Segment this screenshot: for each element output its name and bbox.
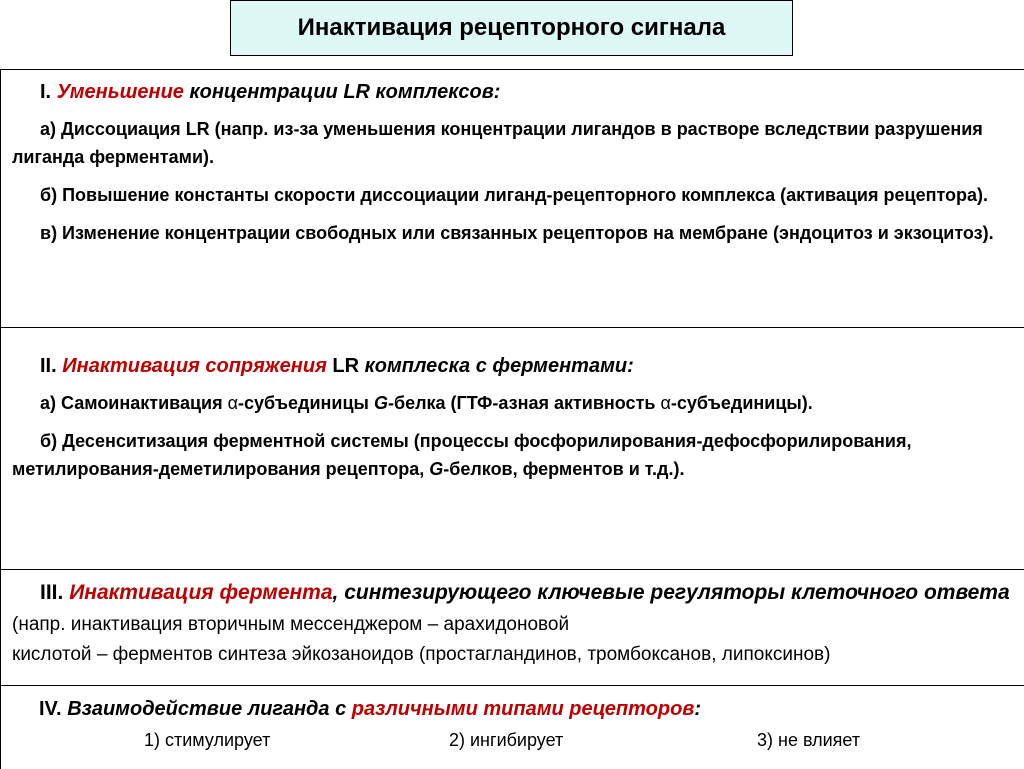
section-1-item-b: б) Повышение константы скорости диссоциации лиганд-рецепторного комплекса (активация рецептора). [40, 185, 989, 205]
section-3-heading-rest: , синтезирующего ключевые регуляторы клеточного ответа [332, 581, 1010, 604]
option-stimulates: 1) стимулирует [144, 730, 271, 750]
slide-title [230, 0, 793, 56]
section-3-number: III. [40, 581, 64, 604]
section-4-number: IV. [39, 698, 62, 720]
section-2-heading-red: Инактивация сопряжения [62, 355, 327, 377]
section-1-number: I. [40, 81, 52, 103]
section-2-heading [12, 353, 1018, 379]
section-2 [1, 328, 1024, 570]
section-2-item-b: б) Десенситизация ферментной системы (процессы фосфорилирования-дефосфорилирования, метилирования-деметилирования рецептора, G-белков, ферментов и т.д.). [12, 431, 912, 479]
alpha-symbol: α [227, 393, 239, 413]
section-2-heading-lr: LR [332, 355, 360, 377]
slide-title-text: Инактивация рецепторного сигнала [297, 14, 726, 41]
section-4-heading-colon: : [694, 698, 702, 720]
section-1 [1, 70, 1024, 328]
section-2-heading-rest: комплеска с ферментами: [364, 355, 634, 377]
alpha-symbol: α [660, 393, 671, 413]
section-1-heading-rest: концентрации LR комплексов: [189, 81, 501, 103]
option-no-effect: 3) не влияет [757, 730, 861, 750]
section-4 [1, 686, 1024, 769]
section-4-heading-1: Взаимодействие лиганда с [67, 698, 347, 720]
g-protein-letter: G [373, 393, 388, 413]
g-protein-letter: G [429, 459, 444, 479]
section-4-heading-red: различными типами рецепторов [351, 698, 695, 720]
section-3 [1, 570, 1024, 686]
section-4-heading [12, 696, 1018, 722]
section-1-heading [12, 79, 1018, 105]
section-1-item-a: а) Диссоциация LR (напр. из-за уменьшения концентрации лигандов в растворе вследствии разрушения лиганда ферментами). [12, 119, 983, 167]
section-3-heading-red: Инактивация фермента [69, 581, 333, 604]
section-3-note-1: (напр. инактивация вторичным мессенджером – арахидоновой [12, 614, 570, 635]
option-inhibits: 2) ингибирует [449, 730, 564, 750]
section-3-note-2: кислотой – ферментов синтеза эйкозаноидов (простагландинов, тромбоксанов, липоксинов) [12, 644, 831, 665]
content-table [0, 69, 1024, 769]
section-2-number: II. [40, 355, 57, 377]
section-2-item-a: а) Самоинактивация α-субъединицы G-белка (ГТФ-азная активность α-субъединицы). [40, 393, 813, 413]
section-1-heading-red: Уменьшение [56, 81, 184, 103]
section-1-item-c: в) Изменение концентрации свободных или связанных рецепторов на мембране (эндоцитоз и экзоцитоз). [40, 223, 994, 243]
section-3-heading [12, 578, 1018, 640]
section-4-options [12, 730, 1018, 756]
